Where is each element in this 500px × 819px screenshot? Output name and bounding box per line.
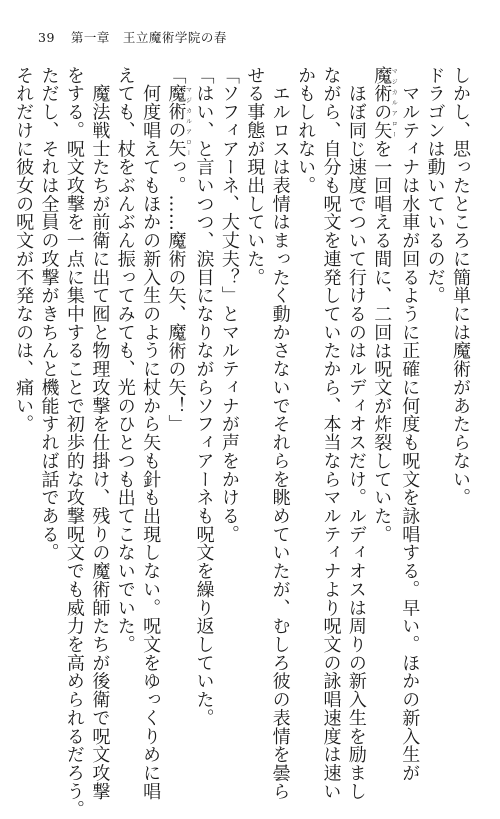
- text-segment: ただし、それは全員の攻撃がきちんと機能すれば話である。: [38, 66, 60, 562]
- text-line: [267, 66, 292, 801]
- text-line: [242, 66, 267, 676]
- text-line: [138, 66, 163, 801]
- body-text: [13, 66, 473, 819]
- text-line: [87, 66, 112, 801]
- text-segment: っ。……魔術の矢、魔術の矢！」: [165, 157, 187, 434]
- ruby-base: 魔術の矢: [165, 84, 187, 158]
- text-line: [293, 66, 318, 676]
- text-line: [448, 66, 473, 676]
- text-segment: ほぼ同じ速度でついて行けるのはルディオスだけ。ルディオスは周りの新入生を励まし: [345, 66, 367, 801]
- ruby-reading: マジカルアロー: [390, 66, 398, 140]
- text-line: [112, 66, 137, 676]
- text-segment: 「はい、と言いつつ、涙目になりながらソフィアーネも呪文を繰り返していた。: [193, 66, 215, 727]
- text-segment: 「: [165, 66, 187, 85]
- text-line: [216, 66, 241, 676]
- text-line: [318, 66, 343, 801]
- text-segment: ドラゴンは動いているのだ。: [424, 66, 446, 305]
- text-segment: それだけに彼女の呪文が不発なのは、痛い。: [13, 66, 35, 434]
- text-line: [191, 66, 216, 727]
- text-line: [343, 66, 368, 801]
- ruby-reading: マジカルアロー: [184, 84, 192, 158]
- text-segment: エルロスは表情はまったく動かさないでそれらを眺めていたが、むしろ彼の表情を曇ら: [269, 66, 291, 801]
- text-segment: 「ソフィアーネ、大丈夫？」とマルティナが声をかける。: [218, 66, 240, 544]
- text-line: [36, 66, 61, 676]
- page-header: [38, 28, 227, 46]
- text-line: [369, 66, 397, 676]
- page-number: 39: [38, 30, 55, 45]
- text-line: [163, 66, 191, 676]
- ruby-annotation: [371, 66, 398, 140]
- text-segment: を一回唱える間に、二回は呪文が炸裂していた。: [371, 139, 393, 544]
- ruby-base: 魔術の矢: [371, 66, 393, 140]
- text-segment: しかし、思ったところに簡単には魔術があたらない。: [450, 66, 471, 507]
- text-line: [397, 66, 422, 783]
- text-segment: えても、杖をぶんぶん振ってみても、光のひとつも出てこないでいた。: [114, 66, 136, 654]
- text-segment: をする。呪文攻撃を一点に集中することで初歩的な攻撃呪文でも威力を高められるだろう。: [63, 66, 85, 819]
- text-line: [62, 66, 87, 819]
- ruby-annotation: [165, 84, 192, 158]
- text-line: [422, 66, 447, 676]
- text-segment: 魔法戦士たちが前衛に出て囮と物理攻撃を仕掛け、残りの魔術師たちが後衛で呪文攻撃: [89, 66, 111, 801]
- text-segment: 何度唱えてもほかの新入生のように杖から矢も針も出現しない。呪文をゆっくりめに唱: [140, 66, 162, 801]
- text-segment: せる事態が現出していた。: [244, 66, 266, 287]
- chapter-title: 第一章 王立魔術学院の春: [70, 30, 227, 45]
- text-segment: ながら、自分も呪文を連発していたから、本当ならマルティナより呪文の詠唱速度は速い: [320, 66, 342, 801]
- text-segment: マルティナは水車が回るように正確に何度も呪文を詠唱する。早い。ほかの新入生が: [399, 66, 421, 783]
- text-segment: かもしれない。: [295, 66, 317, 195]
- text-line: [11, 66, 36, 676]
